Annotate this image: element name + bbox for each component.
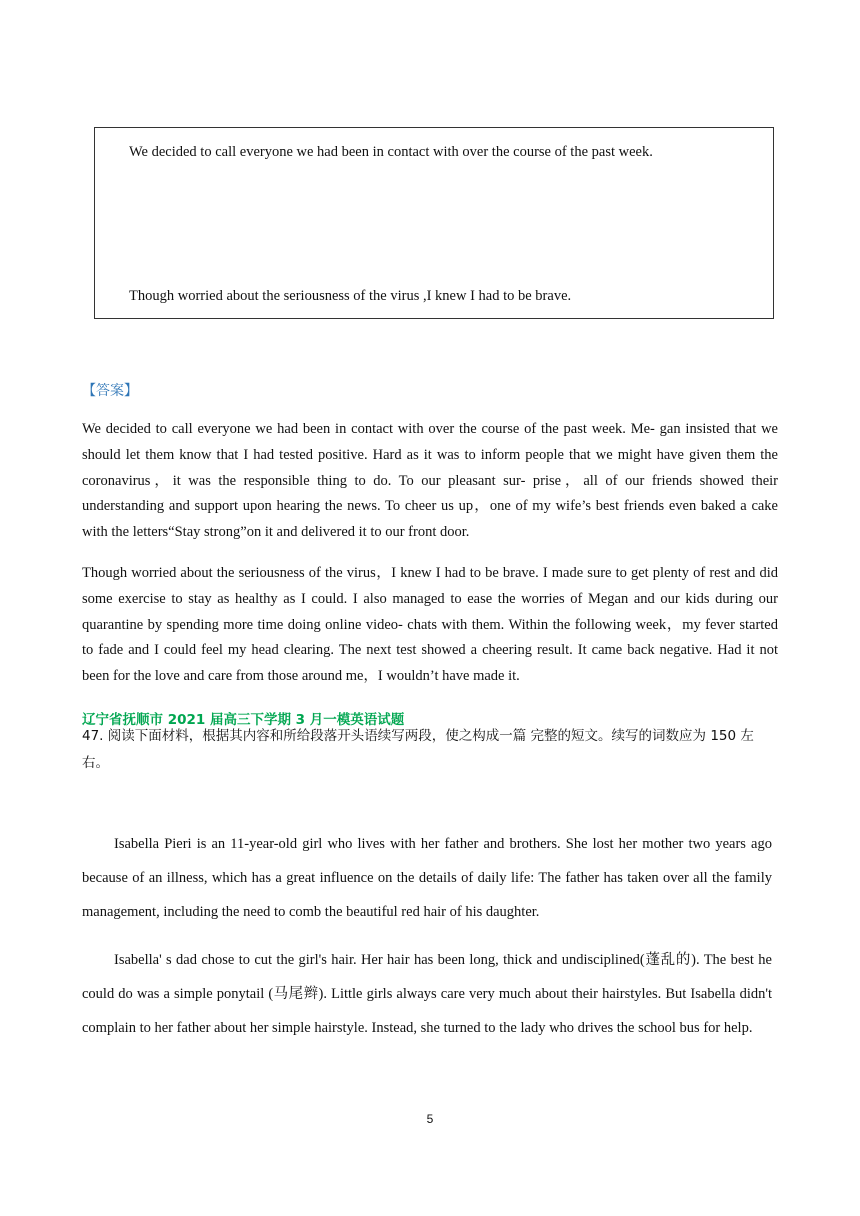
prompt-second-line: Though worried about the seriousness of the virus ,I knew I had to be brave. [129, 288, 572, 304]
story-paragraph-2: Isabella' s dad chose to cut the girl's hair. Her hair has been long, thick and undisciplined(蓬乱的). The best he could do was a simple ponytail (马尾辫). Little girls always care very much about their hairstyles. But Isabella didn't complain to her father about her simple hairstyle. Instead, she turned to the lady who drives the school bus for help. [82, 952, 772, 1036]
answer-paragraph-1: We decided to call everyone we had been in contact with over the course of the past week. Me- gan insisted that we should let them know that I had tested positive. Hard as it was to inform people that we might have given them the coronavirus，it was the responsible thing to do. To our pleasant sur- prise，all of our friends showed their understanding and support upon hearing the news. To cheer us up，one of my wife’s best friends even baked a cake with the letters“Stay strong”on it and delivered it to our front door. [82, 421, 778, 541]
answer-label: 【答案】 [82, 383, 138, 399]
exam-section-title: 辽宁省抚顺市 2021 届高三下学期 3 月一模英语试题 [82, 712, 405, 728]
prompt-first-line: We decided to call everyone we had been in contact with over the course of the past week. [129, 144, 653, 160]
story-paragraph-1: Isabella Pieri is an 11-year-old girl who lives with her father and brothers. She lost her mother two years ago because of an illness, which has a great influence on the details of daily life: The father has taken over all the family management, including the need to comb the beautiful red hair of his daughter. [82, 836, 772, 920]
answer-paragraph-2: Though worried about the seriousness of the virus，I knew I had to be brave. I made sure to get plenty of rest and did some exercise to stay as healthy as I could. I also managed to ease the worries of Megan and our kids during our quarantine by spending more time doing online video- chats with them. Within the following week，my fever started to fade and I could feel my head clearing. The next test showed a cheering result. It came back negative. Had it not been for the love and care from those around me，I wouldn’t have made it. [82, 565, 778, 685]
continuation-prompt-box [94, 127, 774, 319]
page-number: 5 [426, 1112, 434, 1126]
question-instructions: 47. 阅读下面材料，根据其内容和所给段落开头语续写两段，使之构成一篇 完整的短文。续写的词数应为 150 左右。 [82, 728, 754, 771]
